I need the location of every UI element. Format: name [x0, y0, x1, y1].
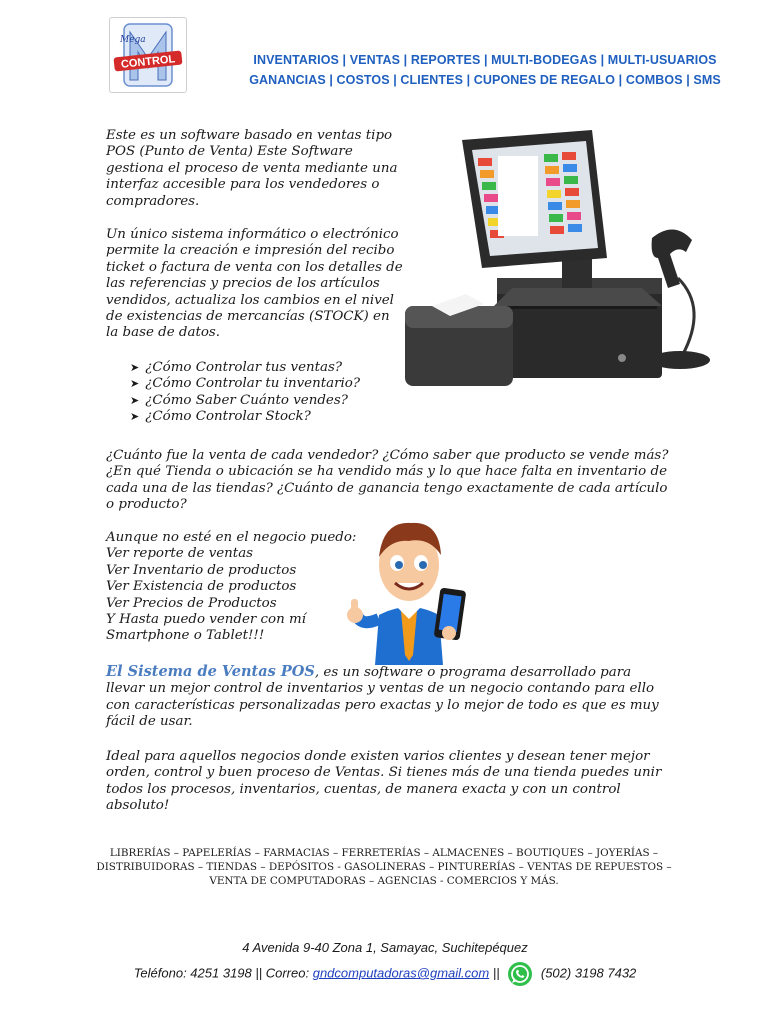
cartoon-businessman-image [345, 515, 473, 665]
industries-list: LIBRERÍAS – PAPELERÍAS – FARMACIAS – FERRETERÍAS – ALMACENES – BOUTIQUES – JOYERÍAS – DISTRIBUIDORAS – TIENDAS – DEPÓSITOS - GASOLINERAS – PINTURERÍAS – VENTAS DE REPUESTOS – VENTA DE COMPUTADORAS – AGENCIAS - COMERCIOS Y MÁS. [96, 847, 672, 887]
company-logo [109, 17, 187, 93]
list-item: ➤ ¿Cómo Controlar tu inventario? [130, 376, 360, 392]
logo-emblem-icon [110, 18, 186, 92]
whatsapp-number: (502) 3198 7432 [540, 965, 637, 981]
list-item: ➤ ¿Cómo Saber Cuánto vendes? [130, 392, 348, 408]
remote-line: Ver Existencia de productos [106, 579, 297, 595]
ideal-for-paragraph: Ideal para aquellos negocios donde existen varios clientes y desean tener mejor orden, control y buen proceso de Ventas. Si tienes más de una tienda puedes unir todos los procesos, inventarios, cuentas, de manera exacta y con un control absoluto! [106, 749, 662, 814]
brand-name: El Sistema de Ventas POS [106, 663, 315, 680]
pos-system-description: El Sistema de Ventas POS, es un software o programa desarrollado para llevar un mejor control de inventarios y ventas de un negocio contando para ello con características personalizadas pero exactas y lo mejor de todo es que es muy fácil de usar. [106, 663, 659, 730]
header-features-line-2: GANANCIAS | COSTOS | CLIENTES | CUPONES DE REGALO | COMBOS | SMS [249, 73, 721, 87]
arrow-bullet-icon: ➤ [130, 393, 140, 407]
footer-address: 4 Avenida 9-40 Zona 1, Samayac, Suchitepéquez [242, 940, 528, 955]
pos-terminal-image [402, 128, 720, 390]
svg-text:Mega: Mega [120, 35, 146, 45]
list-item: ➤ ¿Cómo Controlar Stock? [130, 409, 311, 425]
remote-line: Ver Inventario de productos [106, 562, 297, 578]
remote-line: Aunque no esté en el negocio puedo: [106, 530, 357, 545]
remote-access-list [106, 530, 366, 645]
phone-label: Teléfono: 4251 3198 || Correo: [133, 965, 310, 981]
footer-separator: || [492, 965, 500, 981]
whatsapp-icon [507, 961, 533, 987]
arrow-bullet-icon: ➤ [130, 361, 140, 374]
questions-list [130, 360, 360, 426]
email-link[interactable]: gndcomputadoras@gmail.com [312, 965, 490, 981]
footer-contact [90, 961, 680, 987]
intro-paragraph-1: Este es un software basado en ventas tipo POS (Punto de Venta) Este Software gestiona el proceso de venta mediante una interfaz accesible para los vendedores o compradores. [106, 128, 398, 209]
intro-paragraph-2: Un único sistema informático o electrónico permite la creación e impresión del recibo ticket o factura de venta con los detalles de las referencias y precios de los artículos vendidos, actualiza los cambios en el nivel de existencias de mercancías (STOCK) en la base de datos. [106, 227, 403, 341]
svg-text:CONTROL: CONTROL [120, 53, 176, 71]
remote-line: Y Hasta puedo vender con mí [106, 612, 306, 628]
arrow-bullet-icon: ➤ [130, 377, 140, 391]
remote-line: Smartphone o Tablet!!! [106, 628, 265, 644]
sales-questions-paragraph: ¿Cuánto fue la venta de cada vendedor? ¿Cómo saber que producto se vende más? ¿En qué Tienda o ubicación se ha vendido más y lo que hace falta en inventario de cada una de las tiendas? ¿Cuánto de ganancia tengo exactamente de cada artículo o producto? [106, 448, 669, 513]
remote-line: Ver Precios de Productos [106, 595, 277, 611]
list-item: ➤ ¿Cómo Controlar tus ventas? [130, 360, 343, 375]
header-features-line-1: INVENTARIOS | VENTAS | REPORTES | MULTI-BODEGAS | MULTI-USUARIOS [253, 53, 717, 67]
arrow-bullet-icon: ➤ [130, 410, 140, 424]
remote-line: Ver reporte de ventas [106, 546, 254, 562]
